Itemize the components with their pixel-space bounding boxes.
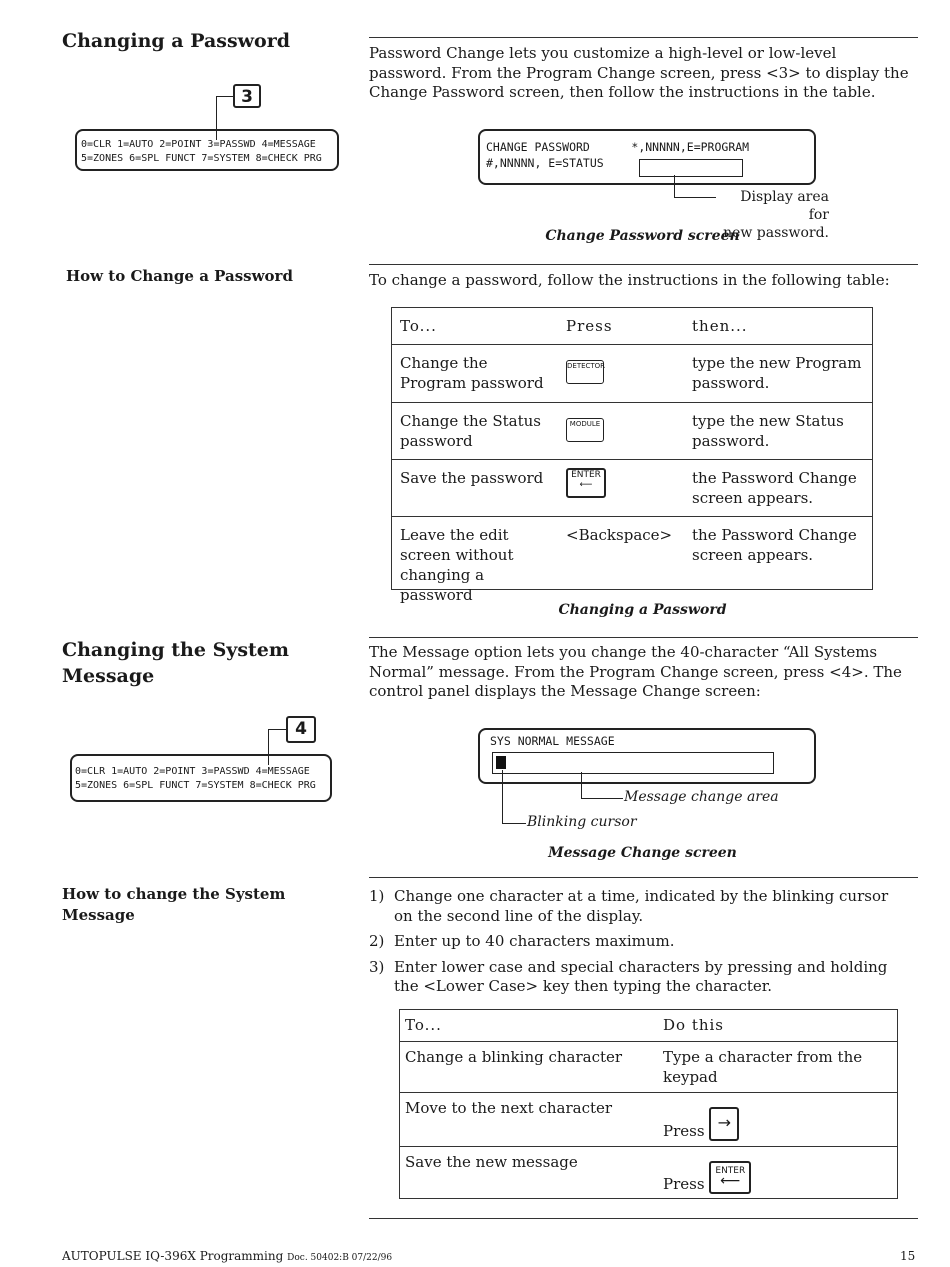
callout: Message change area <box>624 789 779 805</box>
callout: Display area for new password. <box>723 189 829 241</box>
message-table: To... Do this Change a blinking character Type a character from the keypad Move to the next character Press → Save the new message Press ENTER ⟵ <box>399 1009 898 1199</box>
table-row: Save the password ENTER ⟵ the Password Change screen appears. <box>392 460 872 517</box>
table-row: Change the Program password DETECTOR type the new Program password. <box>392 345 872 403</box>
change-password-display: CHANGE PASSWORD *,NNNNN,E=PROGRAM #,NNNNN, E=STATUS <box>478 129 816 185</box>
cursor-icon <box>496 756 506 769</box>
intro-text: To change a password, follow the instructions in the following table: <box>369 271 890 289</box>
steps-list: 1) Change one character at a time, indicated by the blinking cursor on the second line of the display. 2) Enter up to 40 characters maximum. 3) Enter lower case and special characters by pressing and holding the <Lower Case> key then typing the character. <box>369 887 889 995</box>
section-title: Changing the System Message <box>62 639 289 687</box>
table-row: Change a blinking character Type a character from the keypad <box>400 1041 897 1092</box>
divider <box>369 37 918 38</box>
detector-key-icon: DETECTOR <box>566 360 604 384</box>
footer: AUTOPULSE IQ-396X Programming Doc. 50402:B 07/22/96 <box>62 1249 393 1263</box>
key-4: 4 <box>286 716 316 743</box>
caption: Message Change screen <box>548 845 737 861</box>
password-area <box>639 159 743 177</box>
caption: Change Password screen <box>545 228 740 244</box>
table-row: Change the Status password MODULE type the new Status password. <box>392 403 872 460</box>
message-area <box>492 752 774 774</box>
section-title: How to change the System Message <box>62 885 286 924</box>
divider <box>369 877 918 878</box>
section-title: Changing a Password <box>62 30 291 52</box>
divider <box>369 1218 918 1219</box>
page-number: 15 <box>900 1249 916 1263</box>
intro-text: The Message option lets you change the 40-character “All Systems Normal” message. From the Program Change screen, press <4>. The control panel displays the Message Change screen: <box>369 643 902 700</box>
menu-display: 0=CLR 1=AUTO 2=POINT 3=PASSWD 4=MESSAGE 5=ZONES 6=SPL FUNCT 7=SYSTEM 8=CHECK PRG <box>75 129 339 171</box>
caption: Changing a Password <box>558 602 727 618</box>
divider <box>369 264 918 265</box>
table-row: Leave the edit screen without changing a password <Backspace> the Password Change screen appears. <box>392 517 872 614</box>
menu-display: 0=CLR 1=AUTO 2=POINT 3=PASSWD 4=MESSAGE 5=ZONES 6=SPL FUNCT 7=SYSTEM 8=CHECK PRG <box>70 754 332 802</box>
enter-key-icon: ENTER ⟵ <box>566 468 606 498</box>
table-row: Move to the next character Press → <box>400 1092 897 1146</box>
right-arrow-key-icon: → <box>709 1107 739 1141</box>
intro-text: Password Change lets you customize a high-level or low-level password. From the Program Change screen, press <3> to display the Change Password screen, then follow the instructions in the table. <box>369 44 909 101</box>
callout: Blinking cursor <box>527 814 637 830</box>
table-row: Save the new message Press ENTER ⟵ <box>400 1146 897 1198</box>
divider <box>369 637 918 638</box>
password-table: To... Press then... Change the Program password DETECTOR type the new Program password. Change the Status password MODULE type the new Status password. Save the password ENTER ⟵ the Password Change screen appears. Leave the edit screen without changing a password <Backspace> the Password Change screen appears. <box>391 307 873 590</box>
section-title: How to Change a Password <box>66 267 293 285</box>
key-3: 3 <box>233 84 261 108</box>
message-display: SYS NORMAL MESSAGE <box>478 728 816 784</box>
module-key-icon: MODULE <box>566 418 604 442</box>
enter-key-icon: ENTER ⟵ <box>709 1161 751 1194</box>
